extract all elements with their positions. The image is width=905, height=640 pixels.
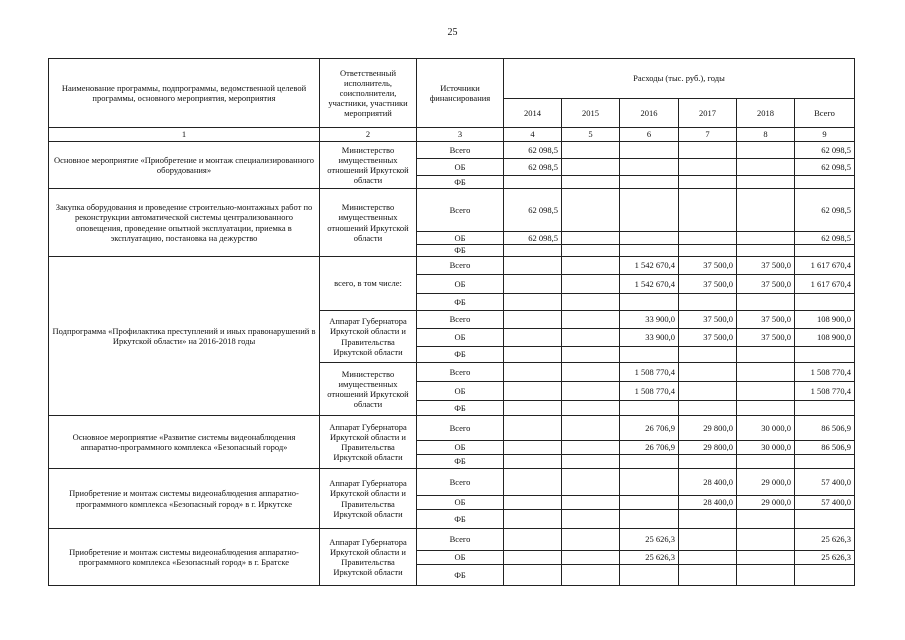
funding-source: Всего [417, 311, 504, 329]
header-year: 2017 [679, 99, 737, 128]
year-value: 37 500,0 [679, 311, 737, 329]
table-row [49, 416, 855, 441]
year-value [679, 510, 737, 529]
year-value: 37 500,0 [679, 275, 737, 294]
year-value: 30 000,0 [737, 416, 795, 441]
year-value [620, 455, 679, 469]
funding-source: ФБ [417, 245, 504, 257]
budget-table [48, 58, 855, 586]
item-name: Приобретение и монтаж системы видеонаблюдения аппаратно-программного комплекса «Безопасный город» в г. Братске [49, 529, 320, 586]
year-value [737, 455, 795, 469]
total-value: 62 098,5 [795, 232, 855, 245]
year-value [737, 189, 795, 232]
year-value [737, 510, 795, 529]
year-value [562, 382, 620, 401]
funding-source: ОБ [417, 329, 504, 347]
header-year: 2015 [562, 99, 620, 128]
year-value: 29 000,0 [737, 496, 795, 510]
year-value: 30 000,0 [737, 441, 795, 455]
year-value [562, 142, 620, 159]
year-value [679, 455, 737, 469]
year-value [504, 176, 562, 189]
year-value [504, 529, 562, 551]
year-value [620, 469, 679, 496]
year-value: 37 500,0 [679, 257, 737, 275]
total-value: 57 400,0 [795, 469, 855, 496]
year-value [737, 382, 795, 401]
year-value [620, 232, 679, 245]
year-value [504, 329, 562, 347]
total-value [795, 455, 855, 469]
header-year: 2016 [620, 99, 679, 128]
year-value [562, 232, 620, 245]
column-number: 1 [49, 128, 320, 142]
year-value [679, 363, 737, 382]
year-value: 1 542 670,4 [620, 275, 679, 294]
year-value [679, 529, 737, 551]
header-source: Источники финансирования [417, 59, 504, 128]
year-value: 37 500,0 [737, 275, 795, 294]
executor-cell: Министерство имущественных отношений Иркутской области [320, 363, 417, 416]
year-value [504, 441, 562, 455]
table-row [49, 142, 855, 159]
year-value [737, 294, 795, 311]
funding-source: ОБ [417, 382, 504, 401]
table-row [49, 257, 855, 275]
total-value: 1 617 670,4 [795, 257, 855, 275]
funding-source: ОБ [417, 232, 504, 245]
year-value [679, 294, 737, 311]
year-value [620, 510, 679, 529]
year-value [504, 455, 562, 469]
year-value [562, 401, 620, 416]
year-value [620, 142, 679, 159]
year-value [562, 551, 620, 565]
year-value [679, 347, 737, 363]
year-value: 37 500,0 [737, 257, 795, 275]
year-value [620, 159, 679, 176]
year-value: 29 800,0 [679, 441, 737, 455]
total-value [795, 245, 855, 257]
funding-source: ФБ [417, 565, 504, 586]
funding-source: ФБ [417, 347, 504, 363]
year-value: 33 900,0 [620, 329, 679, 347]
item-name: Закупка оборудования и проведение строительно-монтажных работ по реконструкции автоматической системы централизованного оповещения, проведение опытной эксплуатации, приемка в эксплуатацию, постановка на дежурство [49, 189, 320, 257]
year-value [737, 401, 795, 416]
year-value [504, 245, 562, 257]
year-value [679, 189, 737, 232]
executor-cell: всего, в том числе: [320, 257, 417, 311]
year-value [679, 245, 737, 257]
column-number: 9 [795, 128, 855, 142]
year-value: 37 500,0 [679, 329, 737, 347]
year-value: 62 098,5 [504, 189, 562, 232]
executor-cell: Министерство имущественных отношений Иркутской области [320, 142, 417, 189]
header-year: 2014 [504, 99, 562, 128]
total-value [795, 401, 855, 416]
item-name: Подпрограмма «Профилактика преступлений и иных правонарушений в Иркутской области» на 2016-2018 годы [49, 257, 320, 416]
column-number: 4 [504, 128, 562, 142]
header-executor: Ответственный исполнитель, соисполнители, участники, участники мероприятий [320, 59, 417, 128]
year-value [737, 529, 795, 551]
year-value [504, 382, 562, 401]
year-value [737, 176, 795, 189]
year-value [504, 551, 562, 565]
year-value: 1 508 770,4 [620, 363, 679, 382]
funding-source: ФБ [417, 294, 504, 311]
year-value [620, 401, 679, 416]
funding-source: ФБ [417, 176, 504, 189]
table-row [49, 189, 855, 232]
funding-source: Всего [417, 363, 504, 382]
year-value [562, 363, 620, 382]
year-value [737, 232, 795, 245]
year-value [562, 245, 620, 257]
year-value [679, 565, 737, 586]
year-value [562, 176, 620, 189]
total-value: 25 626,3 [795, 529, 855, 551]
funding-source: ОБ [417, 441, 504, 455]
year-value: 33 900,0 [620, 311, 679, 329]
total-value [795, 294, 855, 311]
column-number: 5 [562, 128, 620, 142]
total-value: 1 508 770,4 [795, 363, 855, 382]
total-value: 62 098,5 [795, 142, 855, 159]
executor-cell: Аппарат Губернатора Иркутской области и Правительства Иркутской области [320, 311, 417, 363]
year-value [679, 382, 737, 401]
year-value [562, 496, 620, 510]
funding-source: Всего [417, 529, 504, 551]
funding-source: ФБ [417, 401, 504, 416]
year-value [620, 189, 679, 232]
year-value [504, 363, 562, 382]
year-value [562, 275, 620, 294]
table-row [49, 469, 855, 496]
year-value [737, 565, 795, 586]
table-row [49, 529, 855, 551]
year-value [620, 294, 679, 311]
funding-source: ОБ [417, 275, 504, 294]
year-value [562, 529, 620, 551]
year-value [504, 496, 562, 510]
executor-cell: Аппарат Губернатора Иркутской области и Правительства Иркутской области [320, 469, 417, 529]
year-value [620, 565, 679, 586]
year-value [504, 469, 562, 496]
year-value: 26 706,9 [620, 441, 679, 455]
year-value [562, 510, 620, 529]
funding-source: Всего [417, 469, 504, 496]
year-value [679, 176, 737, 189]
year-value [504, 275, 562, 294]
column-number: 6 [620, 128, 679, 142]
funding-source: Всего [417, 142, 504, 159]
funding-source: Всего [417, 257, 504, 275]
total-value: 1 617 670,4 [795, 275, 855, 294]
funding-source: ОБ [417, 496, 504, 510]
item-name: Основное мероприятие «Приобретение и монтаж специализированного оборудования» [49, 142, 320, 189]
year-value [562, 565, 620, 586]
year-value: 29 800,0 [679, 416, 737, 441]
year-value [620, 347, 679, 363]
year-value [562, 455, 620, 469]
funding-source: ОБ [417, 551, 504, 565]
year-value [504, 510, 562, 529]
year-value [679, 142, 737, 159]
executor-cell: Министерство имущественных отношений Иркутской области [320, 189, 417, 257]
total-value: 62 098,5 [795, 189, 855, 232]
year-value [679, 232, 737, 245]
year-value [504, 416, 562, 441]
funding-source: ФБ [417, 455, 504, 469]
total-value [795, 510, 855, 529]
year-value: 1 508 770,4 [620, 382, 679, 401]
total-value: 86 506,9 [795, 441, 855, 455]
year-value: 62 098,5 [504, 159, 562, 176]
funding-source: ОБ [417, 159, 504, 176]
year-value [562, 189, 620, 232]
funding-source: Всего [417, 189, 504, 232]
year-value [504, 257, 562, 275]
year-value [620, 496, 679, 510]
total-value [795, 347, 855, 363]
year-value: 28 400,0 [679, 496, 737, 510]
year-value: 25 626,3 [620, 529, 679, 551]
total-value: 62 098,5 [795, 159, 855, 176]
total-value: 86 506,9 [795, 416, 855, 441]
year-value [737, 347, 795, 363]
item-name: Приобретение и монтаж системы видеонаблюдения аппаратно-программного комплекса «Безопасный город» в г. Иркутске [49, 469, 320, 529]
year-value: 26 706,9 [620, 416, 679, 441]
total-value: 25 626,3 [795, 551, 855, 565]
header-name: Наименование программы, подпрограммы, ведомственной целевой программы, основного мероприятия, мероприятия [49, 59, 320, 128]
year-value [562, 469, 620, 496]
total-value [795, 176, 855, 189]
total-value: 57 400,0 [795, 496, 855, 510]
column-number: 8 [737, 128, 795, 142]
page-number: 25 [447, 27, 458, 38]
year-value: 62 098,5 [504, 142, 562, 159]
year-value [737, 363, 795, 382]
year-value: 29 000,0 [737, 469, 795, 496]
year-value: 37 500,0 [737, 329, 795, 347]
year-value [737, 245, 795, 257]
funding-source: ФБ [417, 510, 504, 529]
year-value [562, 294, 620, 311]
year-value [679, 401, 737, 416]
year-value [562, 311, 620, 329]
year-value [737, 142, 795, 159]
total-value: 108 900,0 [795, 311, 855, 329]
year-value [562, 257, 620, 275]
item-name: Основное мероприятие «Развитие системы видеонаблюдения аппаратно-программного комплекса «Безопасный город» [49, 416, 320, 469]
year-value [504, 294, 562, 311]
total-value: 108 900,0 [795, 329, 855, 347]
year-value [504, 565, 562, 586]
year-value [620, 176, 679, 189]
year-value: 28 400,0 [679, 469, 737, 496]
year-value [562, 159, 620, 176]
year-value [504, 401, 562, 416]
column-number: 7 [679, 128, 737, 142]
column-number: 3 [417, 128, 504, 142]
year-value [562, 441, 620, 455]
total-value [795, 565, 855, 586]
year-value [679, 159, 737, 176]
total-value: 1 508 770,4 [795, 382, 855, 401]
year-value [562, 347, 620, 363]
header-expenses: Расходы (тыс. руб.), годы [504, 59, 855, 99]
year-value: 25 626,3 [620, 551, 679, 565]
funding-source: Всего [417, 416, 504, 441]
year-value [562, 329, 620, 347]
year-value [620, 245, 679, 257]
year-value: 37 500,0 [737, 311, 795, 329]
header-year: 2018 [737, 99, 795, 128]
year-value [737, 551, 795, 565]
year-value: 62 098,5 [504, 232, 562, 245]
year-value [504, 311, 562, 329]
year-value: 1 542 670,4 [620, 257, 679, 275]
executor-cell: Аппарат Губернатора Иркутской области и Правительства Иркутской области [320, 416, 417, 469]
year-value [562, 416, 620, 441]
year-value [504, 347, 562, 363]
year-value [737, 159, 795, 176]
executor-cell: Аппарат Губернатора Иркутской области и Правительства Иркутской области [320, 529, 417, 586]
column-number: 2 [320, 128, 417, 142]
year-value [679, 551, 737, 565]
header-total: Всего [795, 99, 855, 128]
